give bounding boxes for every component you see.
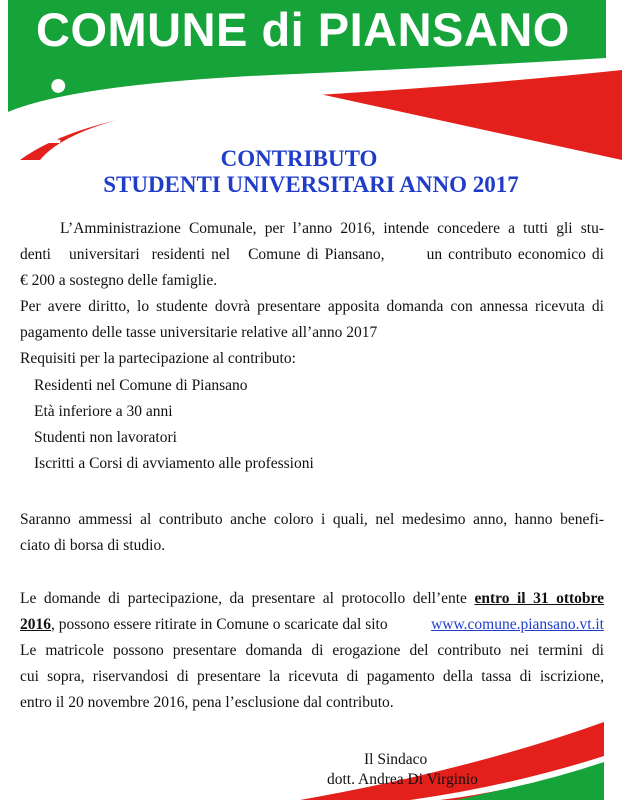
freshmen-line-3: entro il 20 novembre 2016, pena l’esclusione dal contributo. — [20, 694, 394, 711]
signature-role: Il Sindaco — [364, 751, 428, 768]
website-link[interactable]: www.comune.piansano.vt.it — [431, 616, 604, 633]
info-icon: i — [40, 61, 66, 163]
deadline-line-1 — [20, 586, 604, 612]
municipality-name: COMUNE di PIANSANO — [36, 3, 570, 56]
requirement-item: Studenti non lavoratori — [34, 429, 177, 446]
eligibility-line-1: Per avere diritto, lo studente dovrà presentare apposita domanda con annessa ricevuta di — [20, 298, 604, 315]
admitted-line-2: ciato di borsa di studio. — [20, 537, 166, 554]
freshmen-line-2: cui sopra, riservandosi di presentare la ricevuta di pagamento della tassa di iscrizione, — [20, 668, 604, 685]
intro-line-2: denti universitari residenti nel Comune di Piansano, un contributo economico di — [20, 246, 604, 263]
admitted-line-1: Saranno ammessi al contributo anche coloro i quali, nel medesimo anno, hanno benefi- — [20, 511, 604, 528]
document-title-line-1: CONTRIBUTO — [220, 146, 378, 171]
intro-line-1: L’Amministrazione Comunale, per l’anno 2016, intende concedere a tutti gli stu- — [60, 220, 604, 237]
deadline-date: entro il 31 ottobre — [474, 590, 605, 607]
intro-line-3: € 200 a sostegno delle famiglie. — [20, 272, 218, 289]
signature-name: dott. Andrea Di Virginio — [327, 771, 478, 788]
footer-flag — [0, 700, 622, 800]
eligibility-line-2: pagamento delle tasse universitarie relative all’anno 2017 — [20, 324, 378, 341]
deadline-line-2 — [20, 612, 604, 638]
document-title-line-2: STUDENTI UNIVERSITARI ANNO 2017 — [103, 172, 519, 197]
requirements-heading: Requisiti per la partecipazione al contributo: — [20, 350, 296, 367]
freshmen-line-1: Le matricole possono presentare domanda di erogazione del contributo nei termini di — [20, 642, 604, 659]
requirement-item: Età inferiore a 30 anni — [34, 403, 173, 420]
deadline-text: Le domande di partecipazione, da presentare al protocollo dell’ente — [20, 590, 467, 607]
requirement-item: Residenti nel Comune di Piansano — [34, 377, 248, 394]
download-text: , possono essere ritirate in Comune o scaricate dal sito — [51, 616, 388, 633]
requirement-item: Iscritti a Corsi di avviamento alle professioni — [34, 455, 314, 472]
deadline-year: 2016 — [20, 616, 51, 633]
